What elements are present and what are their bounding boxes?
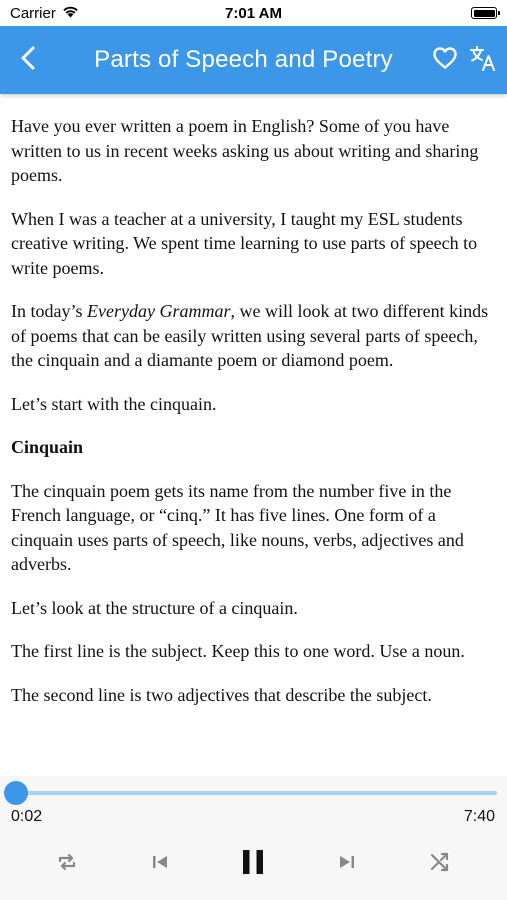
playback-controls <box>0 846 507 882</box>
paragraph-text: , we will look at two different kinds of poems that can be easily written using several parts of speech, the cinquain and a diamante poem or diamond poem. <box>11 301 489 370</box>
status-right <box>471 7 497 19</box>
progress-thumb[interactable] <box>4 781 28 805</box>
skip-next-icon <box>337 852 357 877</box>
previous-button[interactable] <box>142 846 178 882</box>
nav-bar <box>0 26 507 94</box>
pause-icon <box>240 848 266 881</box>
section-heading: Cinquain <box>11 437 84 457</box>
repeat-icon <box>55 850 79 879</box>
paragraph: Let’s look at the structure of a cinquain. <box>11 597 298 618</box>
page-title: Parts of Speech and Poetry <box>94 46 393 73</box>
carrier-label: Carrier <box>10 4 56 22</box>
next-button[interactable] <box>329 846 365 882</box>
paragraph: The second line is two adjectives that describe the subject. <box>11 684 432 705</box>
pause-button[interactable] <box>235 846 271 882</box>
progress-slider[interactable] <box>16 791 497 795</box>
nav-actions <box>431 46 507 74</box>
battery-level <box>474 10 495 17</box>
translate-icon <box>469 44 497 77</box>
translate-button[interactable] <box>469 46 497 74</box>
back-chevron-icon <box>19 45 37 76</box>
wifi-icon <box>62 5 79 22</box>
heart-icon <box>432 46 458 75</box>
publication-title: Everyday Grammar <box>87 301 231 321</box>
status-bar <box>0 0 507 26</box>
battery-icon <box>471 7 497 19</box>
paragraph-text: In today’s <box>11 301 87 321</box>
shuffle-icon <box>428 850 452 879</box>
repeat-button[interactable] <box>49 846 85 882</box>
paragraph: Have you ever written a poem in English? Some of you have written to us in recent weeks asking us about writing and sharing poems. <box>11 116 479 185</box>
shuffle-button[interactable] <box>422 846 458 882</box>
paragraph: The first line is the subject. Keep this to one word. Use a noun. <box>11 641 465 661</box>
paragraph: The cinquain poem gets its name from the number five in the French language, or “cinq.” It has five lines. One form of a cinquain uses parts of speech, like nouns, verbs, adjectives and adverbs. <box>11 480 464 574</box>
total-time: 7:40 <box>463 808 495 825</box>
back-button[interactable] <box>0 26 56 94</box>
paragraph: When I was a teacher at a university, I taught my ESL students creative writing. We spent time learning to use parts of speech to write poems. <box>11 208 478 278</box>
skip-previous-icon <box>150 852 170 877</box>
current-time: 0:02 <box>11 808 43 825</box>
status-left <box>10 5 79 22</box>
audio-player <box>0 776 507 900</box>
paragraph <box>11 299 495 373</box>
status-time: 7:01 AM <box>225 4 282 22</box>
paragraph: Let’s start with the cinquain. <box>11 393 217 414</box>
article-content[interactable] <box>0 96 507 776</box>
favorite-button[interactable] <box>431 46 459 74</box>
